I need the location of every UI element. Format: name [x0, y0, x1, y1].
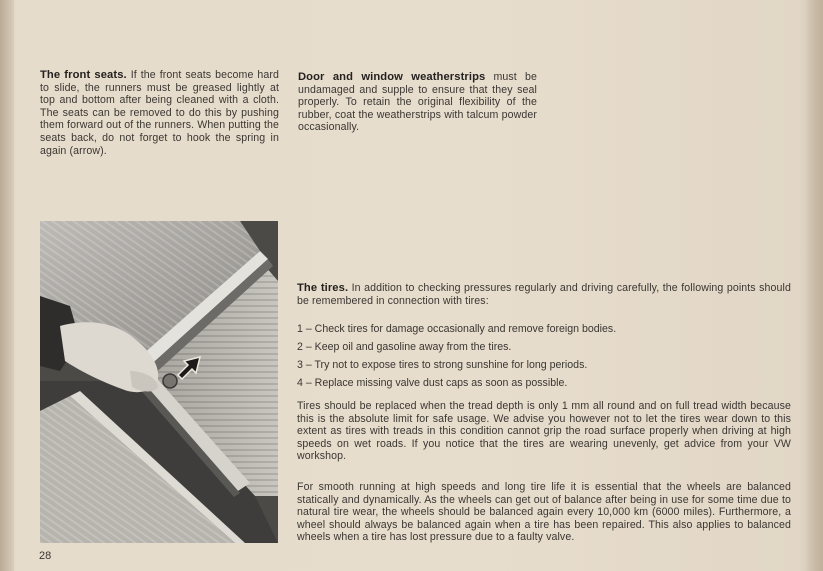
- list-item: 1 – Check tires for damage occasionally and remove foreign bodies.: [297, 323, 617, 335]
- weatherstrips-paragraph: [298, 71, 537, 134]
- page-binding: [0, 0, 14, 571]
- balance-paragraph: For smooth running at high speeds and long tire life it is essential that the wheels are balanced statically and dynamically. As the wheels can get out of balance after being in use for some time due to natural tire wear, the wheels should be balanced again every 10,000 km (6000 miles). Furthermore, a wheel should always be balanced again when a tire has been repaired. This also applies to balanced wheels when a tire has lost pressure due to a faulty valve.: [297, 481, 791, 544]
- front-seats-paragraph: [40, 69, 279, 157]
- front-seats-text: If the front seats become hard to slide, the runners must be greased lightly at top and bottom after being cleaned with a cloth. The seats can be removed to do this by pushing them forward out of the runners. When putting the seats back, do not forget to hook the spring in again (arrow).: [40, 69, 279, 157]
- tires-heading: The tires.: [297, 282, 349, 294]
- tires-intro-text: In addition to checking pressures regularly and driving carefully, the following points should be remembered in connection with tires:: [297, 282, 791, 307]
- list-item: 2 – Keep oil and gasoline away from the tires.: [297, 341, 512, 353]
- front-seats-heading: The front seats.: [40, 69, 127, 81]
- tire-points-list: [297, 320, 791, 392]
- list-item: 3 – Try not to expose tires to strong sunshine for long periods.: [297, 359, 588, 371]
- page-number: 28: [39, 550, 52, 562]
- page-edge-shadow: [805, 0, 823, 571]
- weatherstrips-text: must be undamaged and supple to ensure that they seal properly. To retain the original flexibility of the rubber, coat the weatherstrips with talcum powder occasionally.: [298, 71, 537, 134]
- weatherstrips-heading: Door and window weatherstrips: [298, 71, 486, 83]
- seat-runner-photo: [40, 221, 278, 543]
- tread-paragraph: Tires should be replaced when the tread depth is only 1 mm all round and on full tread width because this is the absolute limit for safe usage. We advise you however not to let the tires wear down to this extent as tires with treads in this condition cannot grip the road surface properly when driving at high speeds on wet roads. If you notice that the tires are wearing unevenly, get advice from your VW workshop.: [297, 400, 791, 463]
- tires-intro-paragraph: [297, 282, 791, 307]
- list-item: 4 – Replace missing valve dust caps as soon as possible.: [297, 377, 568, 389]
